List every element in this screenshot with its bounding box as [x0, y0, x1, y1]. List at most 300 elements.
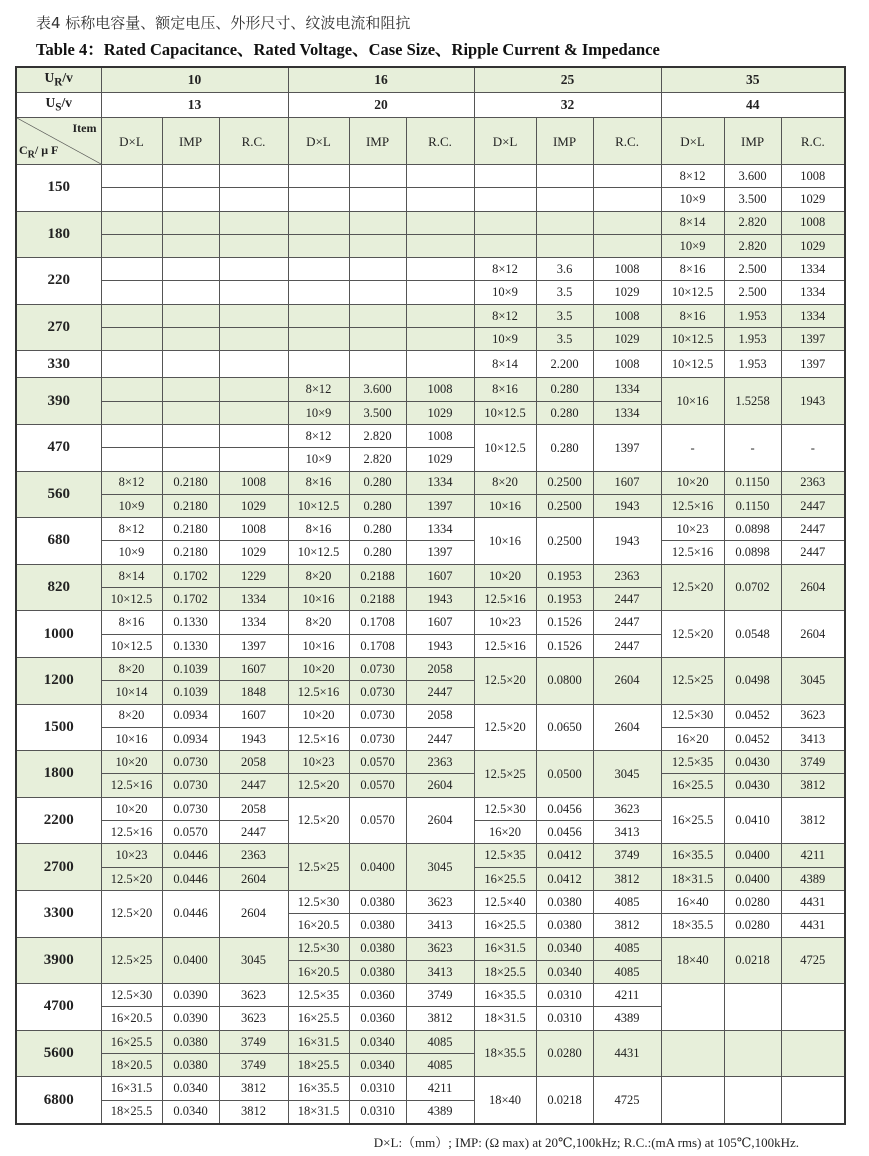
impedance-cell: 0.0310	[536, 984, 593, 1007]
capacitance-cell: 270	[16, 304, 101, 351]
capacitance-cell: 560	[16, 471, 101, 518]
impedance-cell: 0.0218	[536, 1077, 593, 1124]
table-row	[16, 797, 845, 820]
size-cell: 18×31.5	[288, 1100, 349, 1124]
size-cell: 16×20	[474, 821, 536, 844]
impedance-cell: 0.0456	[536, 821, 593, 844]
impedance-cell: 0.0310	[349, 1077, 406, 1100]
ripple-current-cell: 3623	[219, 984, 288, 1007]
us-value: 32	[474, 93, 661, 118]
size-cell: 8×16	[661, 258, 724, 281]
impedance-cell: 3.600	[349, 378, 406, 401]
size-cell	[661, 984, 724, 1031]
ripple-current-cell	[593, 234, 661, 257]
impedance-cell: 2.820	[724, 211, 781, 234]
size-cell: 10×16	[288, 634, 349, 657]
ripple-current-cell: 1943	[406, 634, 474, 657]
impedance-cell: 0.280	[349, 471, 406, 494]
ripple-current-cell: 2604	[593, 704, 661, 751]
ripple-current-cell: 1008	[406, 424, 474, 447]
capacitance-cell: 5600	[16, 1030, 101, 1077]
capacitance-cell: 1500	[16, 704, 101, 751]
ripple-current-cell: 1607	[219, 657, 288, 680]
impedance-cell: 0.0360	[349, 1007, 406, 1030]
ripple-current-cell: 4211	[781, 844, 845, 867]
size-cell: 8×16	[101, 611, 162, 634]
ripple-current-cell: 3623	[406, 937, 474, 960]
impedance-cell: 0.0310	[536, 1007, 593, 1030]
impedance-cell: 0.2500	[536, 518, 593, 565]
ripple-current-cell: 2604	[219, 890, 288, 937]
impedance-cell: 0.0400	[349, 844, 406, 891]
ripple-current-cell	[406, 328, 474, 351]
ripple-current-cell: 1229	[219, 564, 288, 587]
ripple-current-cell: 3623	[593, 797, 661, 820]
ripple-current-cell: 1943	[406, 588, 474, 611]
impedance-cell: 0.0400	[724, 844, 781, 867]
size-cell: 10×16	[661, 378, 724, 425]
impedance-cell: 1.953	[724, 328, 781, 351]
size-cell: 8×20	[288, 611, 349, 634]
ripple-current-cell: 1334	[219, 611, 288, 634]
size-cell: 8×16	[474, 378, 536, 401]
impedance-cell: 0.0800	[536, 657, 593, 704]
ripple-current-cell: 3623	[781, 704, 845, 727]
size-cell: 8×12	[101, 471, 162, 494]
ripple-current-cell	[219, 281, 288, 304]
impedance-cell: 0.0340	[536, 960, 593, 983]
ripple-current-cell: 1029	[593, 281, 661, 304]
size-cell: 10×9	[101, 494, 162, 517]
size-cell: 18×25.5	[288, 1053, 349, 1076]
impedance-cell: 0.0340	[349, 1053, 406, 1076]
impedance-cell	[162, 424, 219, 447]
ripple-current-cell	[219, 165, 288, 188]
size-cell: 8×12	[101, 518, 162, 541]
impedance-cell: 0.2188	[349, 564, 406, 587]
table-row	[16, 1077, 845, 1100]
ripple-current-cell: 1008	[219, 471, 288, 494]
impedance-cell: 0.0446	[162, 844, 219, 867]
table-row	[16, 657, 845, 680]
impedance-cell	[536, 234, 593, 257]
impedance-cell	[162, 448, 219, 471]
size-cell: 16×35.5	[288, 1077, 349, 1100]
impedance-cell: 0.0452	[724, 727, 781, 750]
impedance-cell: 0.1708	[349, 634, 406, 657]
size-cell: 8×14	[661, 211, 724, 234]
impedance-cell: 0.1039	[162, 681, 219, 704]
ripple-current-cell	[781, 1077, 845, 1124]
spec-table	[15, 66, 846, 1125]
impedance-cell: 0.1039	[162, 657, 219, 680]
size-cell: 16×35.5	[661, 844, 724, 867]
impedance-cell	[349, 328, 406, 351]
table-row	[16, 704, 845, 727]
impedance-cell: 0.0280	[724, 914, 781, 937]
size-cell: -	[661, 424, 724, 471]
size-cell: 10×20	[288, 657, 349, 680]
ripple-current-cell: 4431	[781, 890, 845, 913]
ripple-current-cell	[593, 211, 661, 234]
impedance-cell: 0.0390	[162, 1007, 219, 1030]
impedance-cell: 0.2180	[162, 494, 219, 517]
ripple-current-cell: 2447	[219, 774, 288, 797]
size-cell: 10×16	[474, 494, 536, 517]
size-cell: 10×16	[474, 518, 536, 565]
impedance-cell: 0.0380	[349, 960, 406, 983]
size-cell: 8×14	[101, 564, 162, 587]
ripple-current-cell	[219, 351, 288, 378]
impedance-cell: 0.0570	[349, 797, 406, 844]
size-cell: 16×25.5	[474, 914, 536, 937]
surge-voltage-row	[16, 93, 845, 118]
impedance-cell: 3.600	[724, 165, 781, 188]
size-cell: 18×31.5	[474, 1007, 536, 1030]
size-cell: 12.5×30	[101, 984, 162, 1007]
ripple-current-cell	[406, 234, 474, 257]
size-cell: 10×12.5	[101, 634, 162, 657]
impedance-cell: 0.0380	[349, 937, 406, 960]
impedance-cell: 2.200	[536, 351, 593, 378]
impedance-cell	[349, 258, 406, 281]
size-cell: 10×9	[474, 328, 536, 351]
size-cell: 10×16	[101, 727, 162, 750]
impedance-cell	[162, 281, 219, 304]
impedance-cell: 0.0570	[162, 821, 219, 844]
impedance-cell	[536, 211, 593, 234]
ripple-current-cell: 3812	[781, 797, 845, 844]
capacitance-cell: 390	[16, 378, 101, 425]
impedance-cell	[724, 984, 781, 1031]
impedance-cell	[162, 401, 219, 424]
impedance-cell: 0.0390	[162, 984, 219, 1007]
impedance-cell: 0.1953	[536, 564, 593, 587]
impedance-cell: 0.0650	[536, 704, 593, 751]
ripple-current-cell	[219, 378, 288, 401]
size-header: D×L	[288, 118, 349, 165]
ripple-current-cell: 2058	[219, 751, 288, 774]
ripple-current-cell: 1334	[406, 471, 474, 494]
capacitance-cell: 1200	[16, 657, 101, 704]
ripple-current-cell: 3045	[219, 937, 288, 984]
table-row	[16, 424, 845, 447]
capacitance-cell: 2200	[16, 797, 101, 844]
us-value: 20	[288, 93, 474, 118]
size-cell: 12.5×25	[101, 937, 162, 984]
ripple-current-cell: 1334	[781, 304, 845, 327]
ripple-current-cell: 3812	[593, 914, 661, 937]
table-title-english: Table 4：Rated Capacitance、Rated Voltage、Case Size、Ripple Current & Impedance	[36, 40, 660, 59]
ripple-current-cell	[781, 984, 845, 1031]
column-header-row	[16, 118, 845, 165]
ur-value: 25	[474, 67, 661, 93]
ripple-current-cell: 2604	[406, 797, 474, 844]
impedance-cell: 0.0446	[162, 867, 219, 890]
ripple-current-cell: 1397	[781, 328, 845, 351]
impedance-cell	[349, 188, 406, 211]
size-cell: 16×20.5	[101, 1007, 162, 1030]
size-cell: 12.5×35	[661, 751, 724, 774]
size-cell: 16×25.5	[661, 774, 724, 797]
ripple-current-cell: 1943	[219, 727, 288, 750]
size-cell: 16×25.5	[661, 797, 724, 844]
ripple-current-cell: 2447	[219, 821, 288, 844]
size-cell	[474, 234, 536, 257]
size-cell: 8×20	[474, 471, 536, 494]
impedance-cell: 0.280	[536, 424, 593, 471]
ripple-current-cell: 3413	[781, 727, 845, 750]
ripple-current-cell: 1397	[219, 634, 288, 657]
size-cell	[288, 304, 349, 327]
size-cell: 18×25.5	[474, 960, 536, 983]
table-row	[16, 751, 845, 774]
ripple-current-cell	[406, 211, 474, 234]
table-row	[16, 258, 845, 281]
us-value: 13	[101, 93, 288, 118]
size-cell: 10×12.5	[474, 424, 536, 471]
impedance-cell: 0.0730	[349, 704, 406, 727]
size-cell: 16×20.5	[288, 914, 349, 937]
capacitance-cell: 330	[16, 351, 101, 378]
ripple-current-cell: 1008	[219, 518, 288, 541]
ripple-current-cell: 3812	[781, 774, 845, 797]
size-cell	[101, 188, 162, 211]
impedance-cell: 0.0400	[724, 867, 781, 890]
size-cell	[661, 1077, 724, 1124]
size-cell	[101, 165, 162, 188]
impedance-cell: 0.0570	[349, 751, 406, 774]
impedance-cell: 0.2180	[162, 471, 219, 494]
impedance-cell	[162, 211, 219, 234]
ripple-current-cell: 4085	[406, 1053, 474, 1076]
table-row	[16, 1030, 845, 1053]
size-cell: 12.5×20	[474, 704, 536, 751]
size-cell: 10×9	[474, 281, 536, 304]
size-cell: 10×12.5	[661, 351, 724, 378]
size-cell	[101, 281, 162, 304]
rated-voltage-row	[16, 67, 845, 93]
ripple-current-cell: 1397	[406, 494, 474, 517]
table-row	[16, 378, 845, 401]
size-cell: 12.5×16	[661, 541, 724, 564]
ripple-current-cell: 3623	[406, 890, 474, 913]
ripple-current-cell: 3749	[219, 1053, 288, 1076]
ripple-current-header: R.C.	[219, 118, 288, 165]
size-cell: 12.5×25	[661, 657, 724, 704]
ur-value: 10	[101, 67, 288, 93]
size-cell	[101, 211, 162, 234]
ripple-current-cell: 2604	[219, 867, 288, 890]
impedance-cell: 0.2500	[536, 494, 593, 517]
ripple-current-cell	[406, 188, 474, 211]
ripple-current-cell: 1008	[781, 211, 845, 234]
impedance-cell: 0.0412	[536, 867, 593, 890]
ripple-current-cell	[219, 401, 288, 424]
ripple-current-cell: 2363	[406, 751, 474, 774]
size-cell: 10×12.5	[474, 401, 536, 424]
impedance-header: IMP	[349, 118, 406, 165]
size-cell: 10×23	[661, 518, 724, 541]
size-cell: 10×12.5	[661, 281, 724, 304]
size-cell: 10×9	[288, 448, 349, 471]
size-cell: 12.5×35	[288, 984, 349, 1007]
ur-value: 16	[288, 67, 474, 93]
size-cell: 12.5×20	[288, 774, 349, 797]
size-cell: 8×12	[474, 258, 536, 281]
impedance-cell	[349, 165, 406, 188]
impedance-cell: 0.0360	[349, 984, 406, 1007]
table-row	[16, 937, 845, 960]
size-cell: 18×40	[661, 937, 724, 984]
spec-table-body	[16, 67, 845, 1124]
impedance-cell: 0.0380	[536, 890, 593, 913]
capacitance-cell: 150	[16, 165, 101, 212]
size-cell: 10×23	[288, 751, 349, 774]
size-cell: 10×20	[661, 471, 724, 494]
ripple-current-cell: 1943	[593, 518, 661, 565]
impedance-cell: 0.0730	[349, 727, 406, 750]
ripple-current-cell: 2604	[781, 564, 845, 611]
ripple-current-header: R.C.	[593, 118, 661, 165]
size-cell: 12.5×30	[474, 797, 536, 820]
ripple-current-cell: 1334	[406, 518, 474, 541]
size-cell: 16×35.5	[474, 984, 536, 1007]
impedance-cell: 0.1330	[162, 634, 219, 657]
capacitance-cell: 4700	[16, 984, 101, 1031]
ripple-current-cell: 1008	[593, 304, 661, 327]
diagonal-header-cell	[16, 118, 101, 165]
ripple-current-cell: 3812	[219, 1077, 288, 1100]
size-cell: 16×25.5	[101, 1030, 162, 1053]
impedance-cell: 0.0430	[724, 774, 781, 797]
impedance-cell: 0.1526	[536, 611, 593, 634]
impedance-cell: 0.0500	[536, 751, 593, 798]
size-cell: 18×20.5	[101, 1053, 162, 1076]
impedance-cell	[724, 1077, 781, 1124]
ripple-current-cell: 1029	[781, 234, 845, 257]
size-cell: 8×16	[661, 304, 724, 327]
size-cell: 10×20	[474, 564, 536, 587]
size-cell	[101, 328, 162, 351]
size-cell	[661, 1030, 724, 1077]
footnote: D×L:（mm）; IMP: (Ω max) at 20℃,100kHz; R.C.:(mA rms) at 105℃,100kHz.	[373, 1135, 799, 1150]
impedance-cell: 0.0340	[536, 937, 593, 960]
impedance-cell: 2.500	[724, 258, 781, 281]
ripple-current-cell: 3812	[219, 1100, 288, 1124]
table-row	[16, 774, 845, 797]
size-cell: 8×16	[288, 471, 349, 494]
impedance-cell: 0.280	[349, 518, 406, 541]
capacitance-cell: 1800	[16, 751, 101, 798]
ripple-current-cell: 4085	[593, 960, 661, 983]
impedance-cell: 2.820	[349, 424, 406, 447]
size-cell: 12.5×16	[101, 821, 162, 844]
table-title-chinese: 表4 标称电容量、额定电压、外形尺寸、纹波电流和阻抗	[36, 14, 411, 32]
size-cell	[101, 304, 162, 327]
ripple-current-cell: 4431	[593, 1030, 661, 1077]
impedance-cell: 0.1702	[162, 588, 219, 611]
ripple-current-cell: 2363	[593, 564, 661, 587]
size-cell	[101, 401, 162, 424]
table-row	[16, 844, 845, 867]
size-cell	[288, 165, 349, 188]
impedance-cell: 3.500	[724, 188, 781, 211]
size-cell	[101, 424, 162, 447]
ripple-current-cell: 1008	[781, 165, 845, 188]
ripple-current-cell: 2058	[406, 657, 474, 680]
size-cell: 16×25.5	[288, 1007, 349, 1030]
table-row	[16, 727, 845, 750]
size-cell: 12.5×16	[101, 774, 162, 797]
size-cell: 12.5×16	[474, 588, 536, 611]
size-cell: 10×12.5	[661, 328, 724, 351]
table-row	[16, 351, 845, 378]
impedance-cell: 0.0934	[162, 727, 219, 750]
ripple-current-cell	[219, 211, 288, 234]
ripple-current-cell: 1397	[593, 424, 661, 471]
ripple-current-cell: 1334	[593, 401, 661, 424]
ripple-current-cell	[406, 258, 474, 281]
impedance-cell: 0.2500	[536, 471, 593, 494]
item-label: Item	[72, 121, 97, 135]
impedance-cell: 0.2180	[162, 541, 219, 564]
ripple-current-cell: 3749	[406, 984, 474, 1007]
impedance-cell	[162, 378, 219, 401]
size-cell: 10×14	[101, 681, 162, 704]
impedance-cell: 0.0410	[724, 797, 781, 844]
ripple-current-cell: 4211	[593, 984, 661, 1007]
capacitance-cell: 470	[16, 424, 101, 471]
ripple-current-cell: 1607	[406, 564, 474, 587]
size-cell: 8×16	[288, 518, 349, 541]
table-row	[16, 304, 845, 327]
impedance-cell: 0.0498	[724, 657, 781, 704]
size-cell: 12.5×20	[661, 564, 724, 611]
impedance-cell	[536, 188, 593, 211]
ripple-current-cell: 1029	[406, 448, 474, 471]
ur-label: $U_R/v$	[16, 67, 101, 93]
size-cell: 12.5×20	[101, 867, 162, 890]
ripple-current-cell: 1029	[406, 401, 474, 424]
size-cell: 16×20.5	[288, 960, 349, 983]
size-cell: 10×12.5	[288, 494, 349, 517]
ripple-current-cell: 2447	[593, 611, 661, 634]
size-cell	[288, 281, 349, 304]
impedance-cell: 2.500	[724, 281, 781, 304]
ripple-current-cell	[593, 165, 661, 188]
ripple-current-cell: 4725	[781, 937, 845, 984]
ripple-current-cell: 3413	[406, 914, 474, 937]
impedance-cell: 0.0730	[162, 751, 219, 774]
size-cell: 16×31.5	[288, 1030, 349, 1053]
capacitance-cell: 6800	[16, 1077, 101, 1124]
ripple-current-cell: 3623	[219, 1007, 288, 1030]
ripple-current-cell: 4085	[593, 890, 661, 913]
table-row	[16, 611, 845, 634]
size-cell	[101, 378, 162, 401]
ripple-current-cell: 4085	[406, 1030, 474, 1053]
size-cell: 12.5×16	[474, 634, 536, 657]
impedance-cell	[349, 281, 406, 304]
size-cell	[288, 211, 349, 234]
size-cell: 10×9	[661, 188, 724, 211]
ripple-current-cell	[219, 258, 288, 281]
impedance-cell: 0.0430	[724, 751, 781, 774]
ripple-current-cell: 1029	[781, 188, 845, 211]
capacitance-cell: 180	[16, 211, 101, 258]
impedance-cell: 3.5	[536, 281, 593, 304]
